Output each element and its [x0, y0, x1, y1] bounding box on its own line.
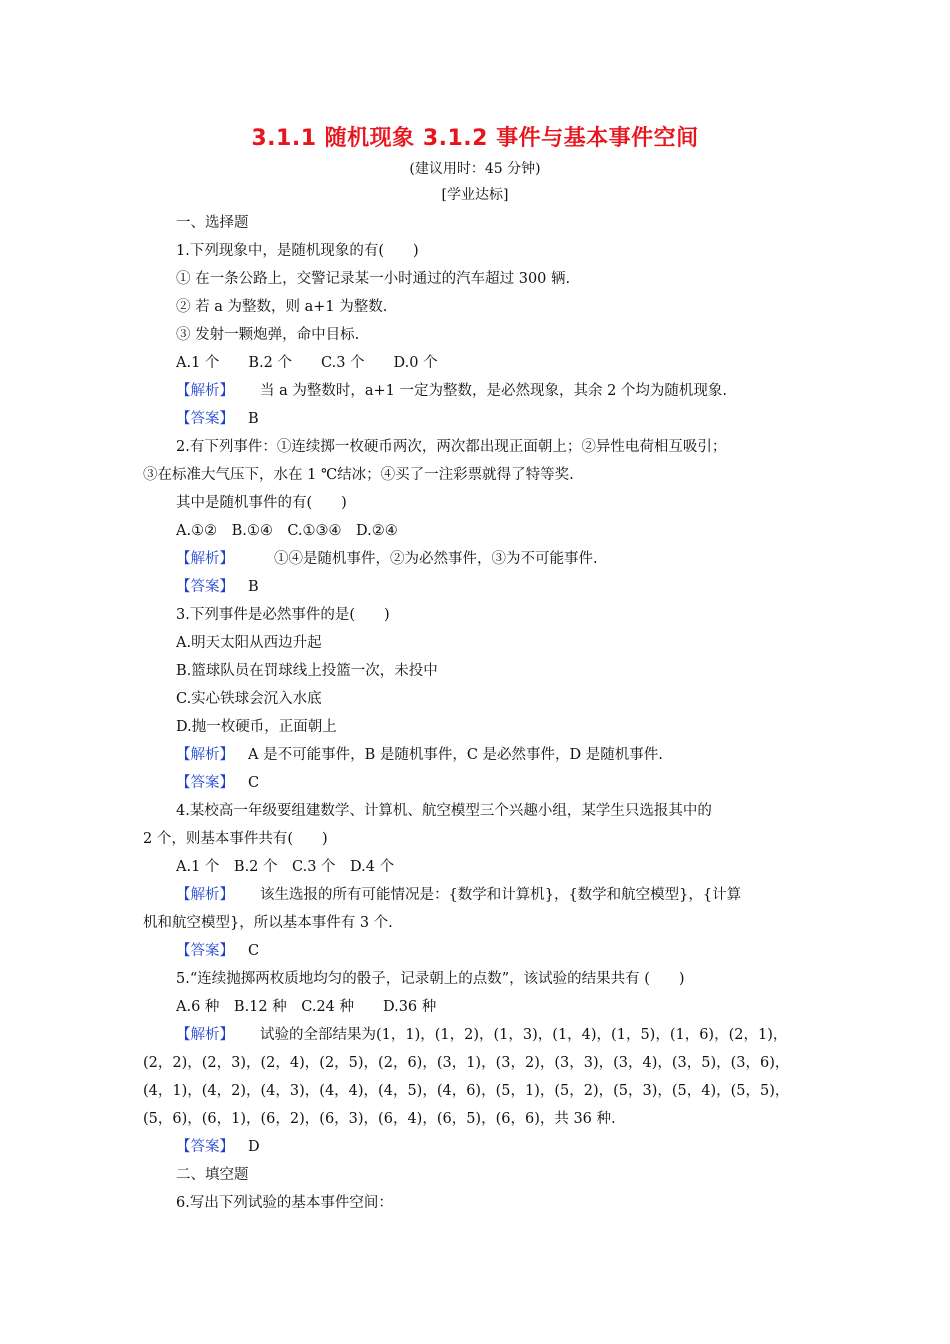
q4-stem-line1: 4.某校高一年级要组建数学、计算机、航空模型三个兴趣小组，某学生只选报其中的 [176, 803, 712, 819]
q1-options: A.1 个 B.2 个 C.3 个 D.0 个 [176, 355, 438, 371]
q4-options: A.1 个 B.2 个 C.3 个 D.4 个 [176, 859, 395, 875]
section-heading-choice: 一、选择题 [176, 215, 249, 231]
q2-answer [176, 575, 846, 596]
q1-stem: 1.下列现象中，是随机现象的有( ) [176, 243, 419, 259]
q3-answer [176, 771, 846, 792]
answer-tag: 【答案】 [176, 579, 234, 595]
answer-tag: 【答案】 [176, 943, 234, 959]
q5-analysis-line3: (4，1)，(4，2)，(4，3)，(4，4)，(4，5)，(4，6)，(5，1)，(5，2)，(5，3)，(5，4)，(5，5)， [143, 1083, 790, 1099]
q2-analysis-text: ①④是随机事件，②为必然事件，③为不可能事件. [274, 551, 598, 567]
page-title: 3.1.1 随机现象 3.1.2 事件与基本事件空间 [251, 126, 699, 151]
analysis-tag: 【解析】 [176, 383, 234, 399]
q4-stem-line2: 2 个，则基本事件共有( ) [143, 831, 328, 847]
q3-stem: 3.下列事件是必然事件的是( ) [176, 607, 390, 623]
q4-analysis [176, 883, 846, 904]
section-tag: [学业达标] [441, 187, 509, 203]
analysis-tag: 【解析】 [176, 747, 234, 763]
section-heading-fill: 二、填空题 [176, 1167, 249, 1183]
q3-option-a: A.明天太阳从西边升起 [176, 635, 322, 651]
answer-tag: 【答案】 [176, 1139, 234, 1155]
q4-answer [176, 939, 846, 960]
q3-option-b: B.篮球队员在罚球线上投篮一次，未投中 [176, 663, 438, 679]
q4-analysis-text: 该生选报的所有可能情况是：{数学和计算机}，{数学和航空模型}，{计算 [260, 887, 742, 903]
q5-analysis-line2: (2，2)，(2，3)，(2，4)，(2，5)，(2，6)，(3，1)，(3，2)，(3，3)，(3，4)，(3，5)，(3，6)， [143, 1055, 790, 1071]
q5-options: A.6 种 B.12 种 C.24 种 D.36 种 [176, 999, 437, 1015]
analysis-tag: 【解析】 [176, 887, 234, 903]
q2-answer-text: B [248, 579, 259, 595]
q5-stem: 5.“连续抛掷两枚质地均匀的骰子，记录朝上的点数”，该试验的结果共有 ( ) [176, 971, 685, 987]
q3-answer-text: C [248, 775, 260, 791]
q2-stem-line1: 2.有下列事件：①连续掷一枚硬币两次，两次都出现正面朝上；②异性电荷相互吸引； [176, 439, 727, 455]
analysis-tag: 【解析】 [176, 1027, 234, 1043]
q3-analysis-text: A 是不可能事件，B 是随机事件，C 是必然事件，D 是随机事件. [248, 747, 663, 763]
q1-item-1: ① 在一条公路上，交警记录某一小时通过的汽车超过 300 辆. [176, 271, 571, 287]
q3-analysis [176, 743, 846, 764]
q1-analysis [176, 379, 846, 400]
q6-stem: 6.写出下列试验的基本事件空间： [176, 1195, 393, 1211]
suggested-time: (建议用时：45 分钟) [409, 161, 541, 177]
q1-answer-text: B [248, 411, 259, 427]
q2-stem-line2: ③在标准大气压下，水在 1 ℃结冰；④买了一注彩票就得了特等奖. [143, 467, 574, 483]
answer-tag: 【答案】 [176, 775, 234, 791]
q5-analysis [176, 1023, 846, 1044]
q2-analysis [176, 547, 846, 568]
answer-tag: 【答案】 [176, 411, 234, 427]
q3-option-d: D.抛一枚硬币，正面朝上 [176, 719, 337, 735]
q2-stem-line3: 其中是随机事件的有( ) [176, 495, 347, 511]
q1-item-3: ③ 发射一颗炮弹，命中目标. [176, 327, 360, 343]
q4-analysis-line2: 机和航空模型}，所以基本事件有 3 个. [143, 915, 393, 931]
q2-options: A.①② B.①④ C.①③④ D.②④ [176, 523, 398, 539]
q5-answer [176, 1135, 846, 1156]
q4-answer-text: C [248, 943, 260, 959]
q3-option-c: C.实心铁球会沉入水底 [176, 691, 322, 707]
q5-analysis-line4: (5，6)，(6，1)，(6，2)，(6，3)，(6，4)，(6，5)，(6，6)，共 36 种. [143, 1111, 616, 1127]
q1-answer [176, 407, 846, 428]
q1-analysis-text: 当 a 为整数时，a+1 一定为整数，是必然现象，其余 2 个均为随机现象. [260, 383, 728, 399]
q5-answer-text: D [248, 1139, 260, 1155]
q5-analysis-text: 试验的全部结果为(1，1)，(1，2)，(1，3)，(1，4)，(1，5)，(1，6)，(2，1)， [260, 1027, 788, 1043]
analysis-tag: 【解析】 [176, 551, 234, 567]
q1-item-2: ② 若 a 为整数，则 a+1 为整数. [176, 299, 388, 315]
